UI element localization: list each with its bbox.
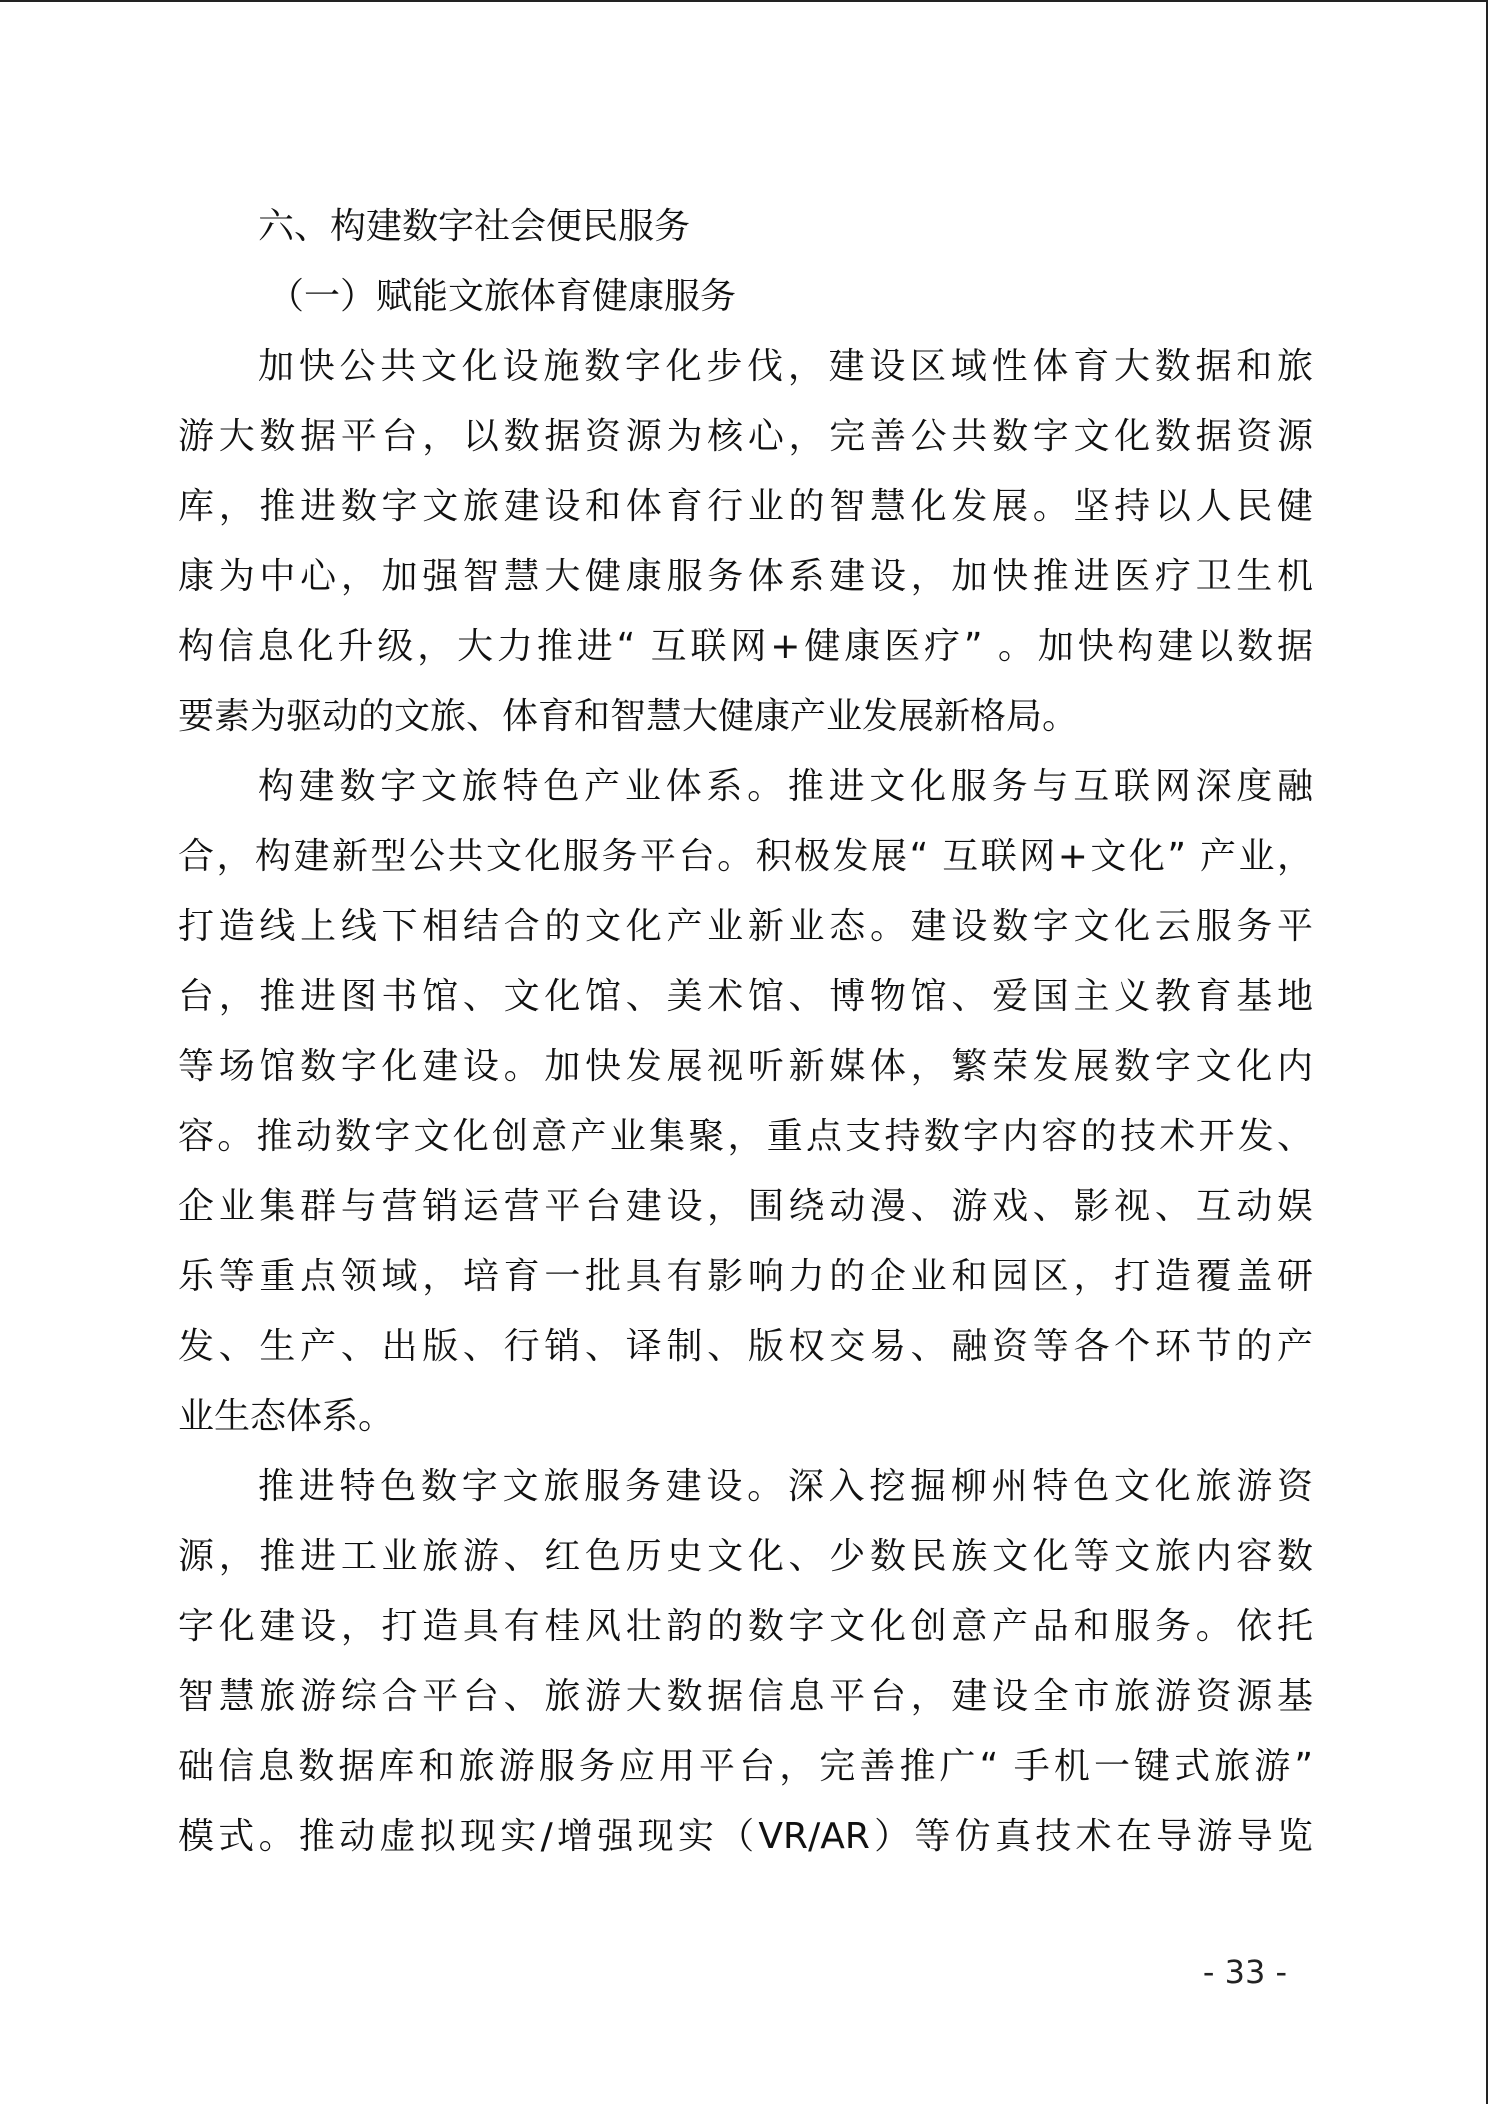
paragraph-line: 企业集群与营销运营平台建设，围绕动漫、游戏、影视、互动娱	[178, 1186, 1313, 1227]
section-heading: 六、构建数字社会便民服务	[258, 206, 691, 247]
paragraph-line: 游大数据平台，以数据资源为核心，完善公共数字文化数据资源	[178, 416, 1313, 457]
paragraph-line: 业生态体系。	[178, 1396, 395, 1437]
paragraph-line: 乐等重点领域，培育一批具有影响力的企业和园区，打造覆盖研	[178, 1256, 1313, 1297]
paragraph-2	[178, 752, 1313, 1452]
paragraph-line: 推进特色数字文旅服务建设。深入挖掘柳州特色文化旅游资	[258, 1466, 1313, 1507]
document-body	[178, 192, 1313, 1872]
paragraph-line: 智慧旅游综合平台、旅游大数据信息平台，建设全市旅游资源基	[178, 1676, 1313, 1717]
paragraph-line: 容。推动数字文化创意产业集聚，重点支持数字内容的技术开发、	[178, 1116, 1313, 1157]
paragraph-line: 模式。推动虚拟现实/增强现实（VR/AR）等仿真技术在导游导览	[178, 1816, 1313, 1857]
paragraph-line: 要素为驱动的文旅、体育和智慧大健康产业发展新格局。	[178, 696, 1079, 737]
page-number: - 33 -	[1202, 1953, 1288, 1991]
paragraph-line: 康为中心，加强智慧大健康服务体系建设，加快推进医疗卫生机	[178, 556, 1313, 597]
paragraph-line: 打造线上线下相结合的文化产业新业态。建设数字文化云服务平	[178, 906, 1313, 947]
paragraph-line: 础信息数据库和旅游服务应用平台，完善推广“ 手机一键式旅游”	[178, 1746, 1313, 1787]
paragraph-line: 加快公共文化设施数字化步伐，建设区域性体育大数据和旅	[258, 346, 1313, 387]
paragraph-3	[178, 1452, 1313, 1872]
subsection-heading: （一）赋能文旅体育健康服务	[268, 276, 737, 317]
paragraph-line: 合，构建新型公共文化服务平台。积极发展“ 互联网+文化” 产业，	[178, 836, 1313, 877]
paragraph-1	[178, 332, 1313, 752]
paragraph-line: 字化建设，打造具有桂风壮韵的数字文化创意产品和服务。依托	[178, 1606, 1313, 1647]
paragraph-line: 构信息化升级，大力推进“ 互联网+健康医疗” 。加快构建以数据	[178, 626, 1313, 667]
paragraph-line: 库，推进数字文旅建设和体育行业的智慧化发展。坚持以人民健	[178, 486, 1313, 527]
paragraph-line: 发、生产、出版、行销、译制、版权交易、融资等各个环节的产	[178, 1326, 1313, 1367]
paragraph-line: 源，推进工业旅游、红色历史文化、少数民族文化等文旅内容数	[178, 1536, 1313, 1577]
paragraph-line: 构建数字文旅特色产业体系。推进文化服务与互联网深度融	[258, 766, 1313, 807]
paragraph-line: 等场馆数字化建设。加快发展视听新媒体，繁荣发展数字文化内	[178, 1046, 1313, 1087]
paragraph-line: 台，推进图书馆、文化馆、美术馆、博物馆、爱国主义教育基地	[178, 976, 1313, 1017]
